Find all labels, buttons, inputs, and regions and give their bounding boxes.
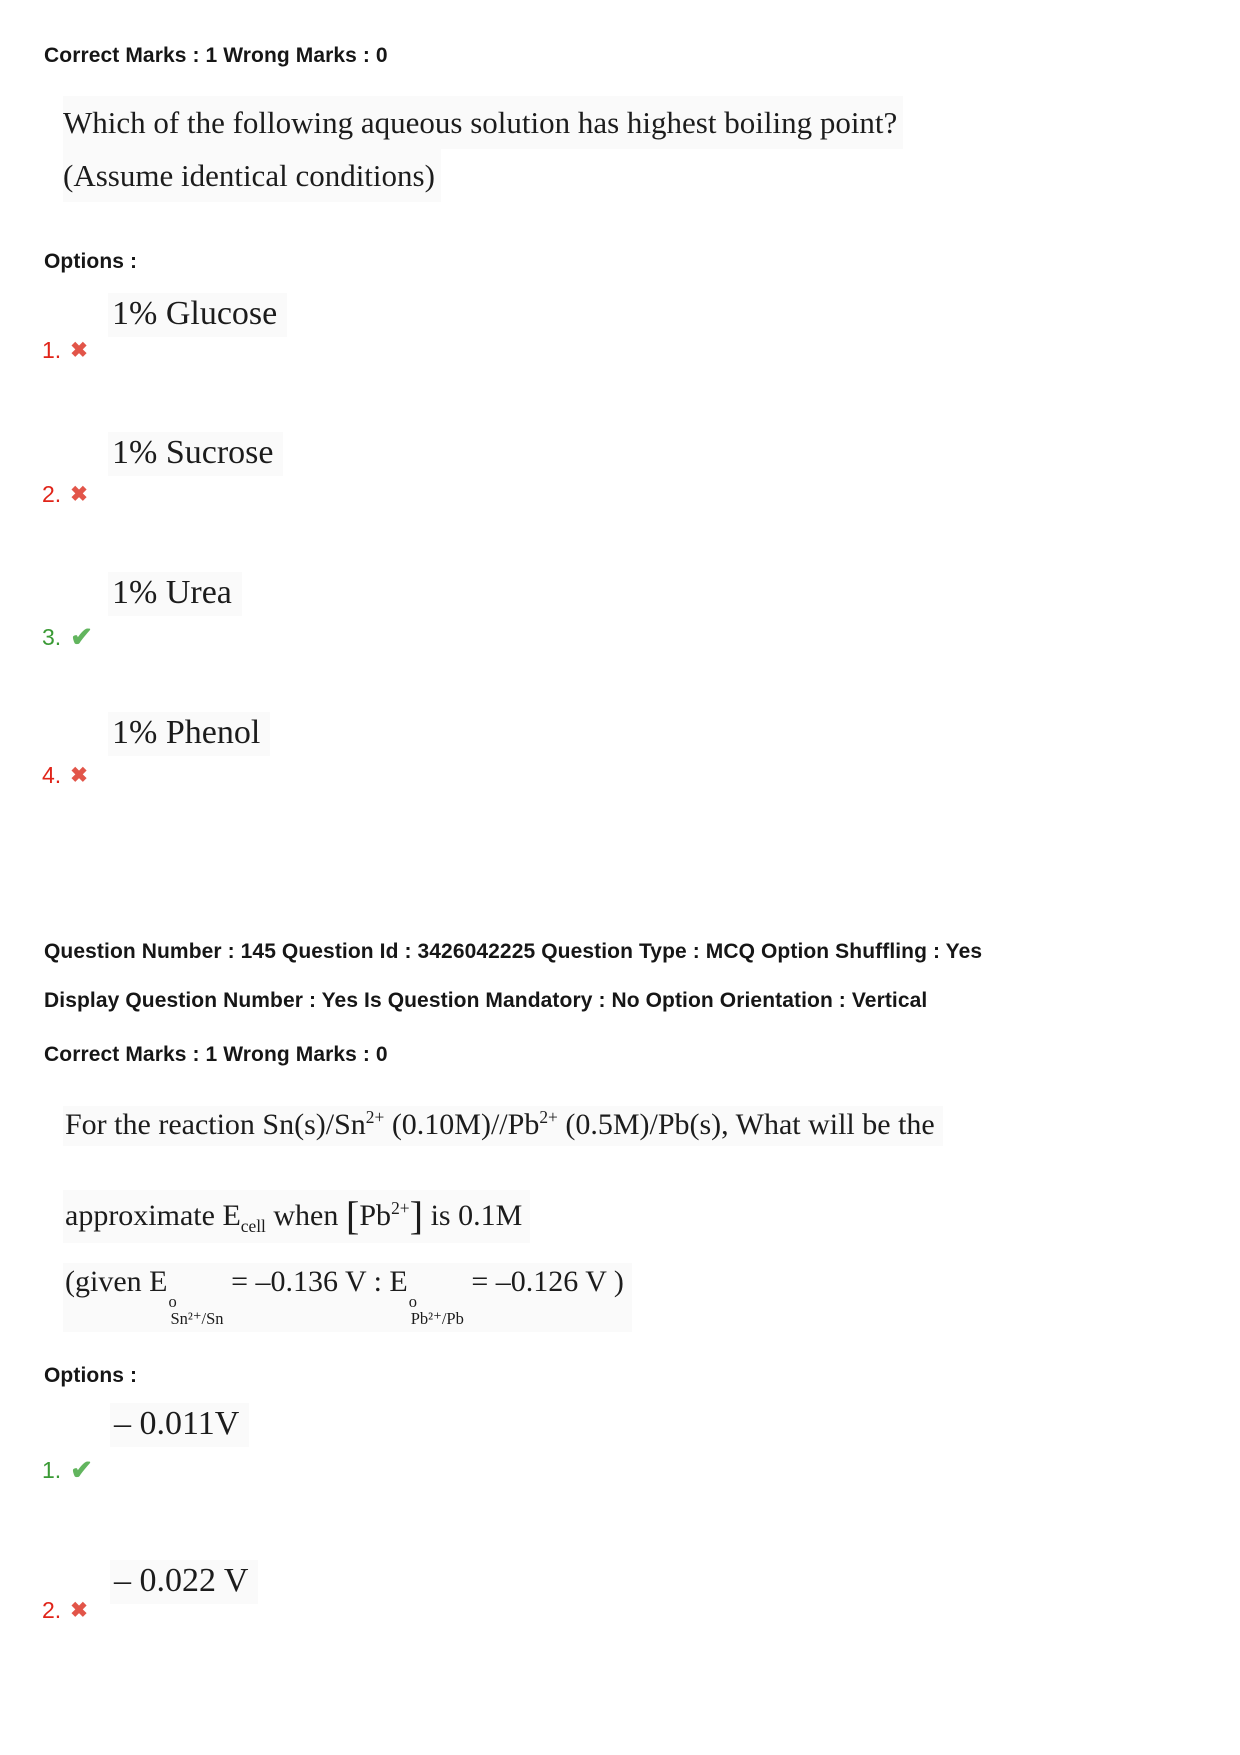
q1-option-4-number-label: 4. — [42, 762, 62, 788]
formula-text: For the reaction Sn(s)/Sn — [65, 1108, 366, 1141]
q2-formula-line1 — [63, 1106, 943, 1146]
formula-text: (given E — [65, 1265, 168, 1298]
superscript: 2+ — [365, 1107, 385, 1127]
q2-marks-line: Correct Marks : 1 Wrong Marks : 0 — [44, 1043, 388, 1066]
formula-text: (0.5M)/Pb(s), What will be the — [557, 1108, 935, 1141]
subscript: Sn²⁺/Sn — [170, 1309, 224, 1329]
e-standard-notation — [409, 1293, 464, 1328]
formula-text: = –0.136 V : E — [223, 1265, 408, 1298]
q1-option-2-number-label: 2. — [42, 481, 62, 507]
correct-icon: ✔ — [70, 622, 93, 652]
formula-text: Pb — [359, 1199, 392, 1232]
q1-option-4-number — [42, 762, 88, 789]
q1-marks-line: Correct Marks : 1 Wrong Marks : 0 — [44, 44, 388, 67]
formula-text: = –0.126 V ) — [463, 1265, 624, 1298]
q1-option-4-text: 1% Phenol — [108, 712, 270, 756]
q1-options-label: Options : — [44, 250, 138, 273]
q2-option-1-number — [42, 1455, 93, 1486]
formula-text: is 0.1M — [423, 1199, 523, 1232]
q1-question-text-line1: Which of the following aqueous solution has highest boiling point? — [63, 96, 903, 149]
wrong-icon: ✖ — [70, 339, 88, 362]
correct-icon: ✔ — [70, 1455, 93, 1485]
q1-option-3-text: 1% Urea — [108, 572, 242, 616]
q1-option-3-number-label: 3. — [42, 624, 62, 650]
open-bracket: [ — [345, 1193, 360, 1238]
formula-text: approximate E — [65, 1199, 241, 1232]
q1-question-text-line2: (Assume identical conditions) — [63, 149, 441, 202]
q2-option-2-number-label: 2. — [42, 1597, 62, 1623]
wrong-icon: ✖ — [70, 483, 88, 506]
subscript: cell — [240, 1216, 266, 1236]
q1-option-1-number — [42, 337, 88, 364]
q2-option-2-number — [42, 1597, 88, 1624]
superscript: 2+ — [539, 1107, 558, 1127]
wrong-icon: ✖ — [70, 1599, 88, 1622]
q1-option-2-text: 1% Sucrose — [108, 432, 283, 476]
q2-option-1-number-label: 1. — [42, 1457, 62, 1483]
formula-text: when — [265, 1199, 346, 1232]
close-bracket: ] — [409, 1193, 424, 1238]
q1-option-2-number — [42, 481, 88, 508]
q2-option-2-text: – 0.022 V — [110, 1560, 258, 1604]
e-standard-notation — [168, 1293, 223, 1328]
subscript: Pb²⁺/Pb — [410, 1309, 464, 1329]
q2-meta-line2: Display Question Number : Yes Is Question Mandatory : No Option Orientation : Vertical — [44, 989, 928, 1012]
superscript: o — [408, 1292, 417, 1311]
superscript: o — [168, 1292, 177, 1311]
q2-formula-line2 — [63, 1190, 530, 1243]
superscript: 2+ — [391, 1198, 410, 1218]
q2-options-label: Options : — [44, 1364, 138, 1387]
wrong-icon: ✖ — [70, 764, 88, 787]
q1-option-1-text: 1% Glucose — [108, 293, 287, 337]
q1-option-3-number — [42, 622, 93, 653]
q1-option-1-number-label: 1. — [42, 337, 62, 363]
q2-meta-line1: Question Number : 145 Question Id : 3426042225 Question Type : MCQ Option Shuffling : Yes — [44, 940, 983, 963]
q1-question-text — [63, 96, 903, 202]
q2-option-1-text: – 0.011V — [110, 1403, 249, 1447]
q2-formula-line3 — [63, 1263, 632, 1332]
formula-text: (0.10M)//Pb — [384, 1108, 540, 1141]
